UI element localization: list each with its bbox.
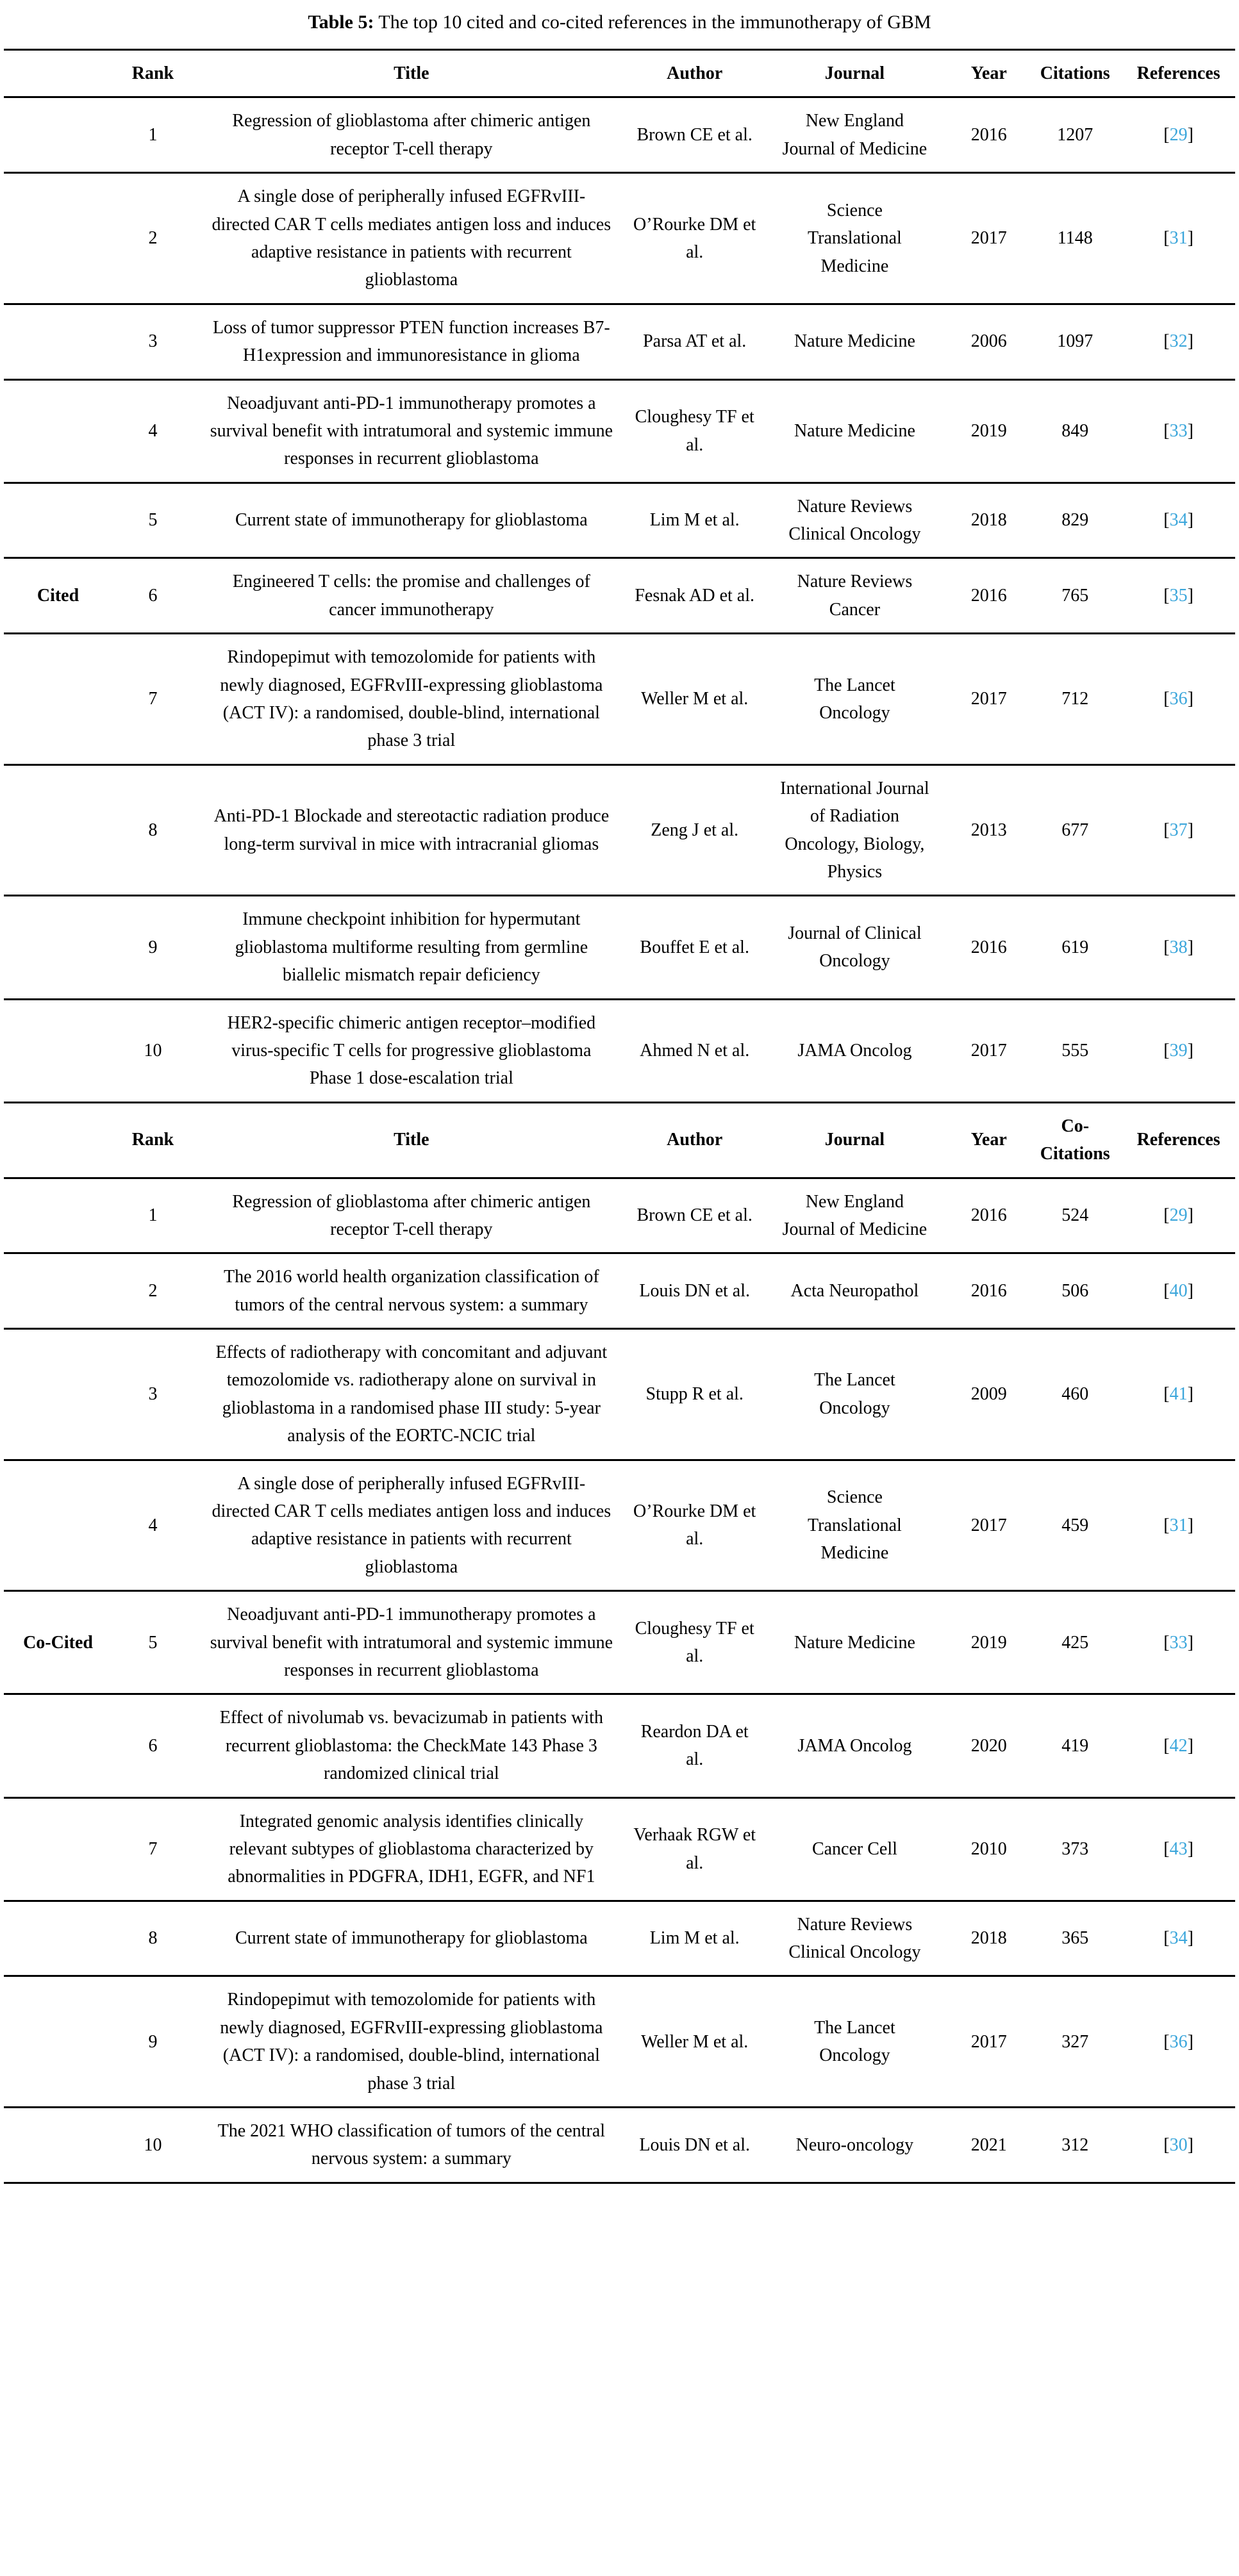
- journal-cell: Nature Medicine: [760, 304, 950, 379]
- citation-count-cell: 365: [1028, 1901, 1122, 1976]
- reference-bracket-open: [: [1163, 689, 1170, 709]
- reference-bracket-close: ]: [1187, 937, 1193, 957]
- reference-bracket-close: ]: [1187, 1928, 1193, 1949]
- group-label-cell: [4, 304, 112, 379]
- reference-link[interactable]: 32: [1169, 331, 1188, 352]
- reference-link[interactable]: 31: [1169, 228, 1188, 249]
- year-cell: 2021: [949, 2108, 1028, 2183]
- rank-cell: 5: [112, 1591, 194, 1694]
- citations-table: [4, 49, 1235, 2184]
- column-header-journal: Journal: [760, 50, 950, 97]
- rank-cell: 1: [112, 1178, 194, 1253]
- rank-cell: 1: [112, 97, 194, 173]
- reference-bracket-close: ]: [1187, 1280, 1193, 1301]
- reference-bracket-open: [: [1163, 937, 1170, 957]
- reference-cell: [1122, 1253, 1235, 1329]
- column-header-journal: Journal: [760, 1102, 950, 1178]
- rank-cell: 7: [112, 634, 194, 765]
- citation-count-cell: 555: [1028, 999, 1122, 1102]
- table-row: [4, 97, 1235, 173]
- title-cell: Anti-PD-1 Blockade and stereotactic radiation produce long-term survival in mice with intracranial gliomas: [194, 764, 629, 896]
- author-cell: Reardon DA et al.: [629, 1694, 760, 1797]
- reference-bracket-open: [: [1163, 1735, 1170, 1756]
- title-cell: Effects of radiotherapy with concomitant and adjuvant temozolomide vs. radiotherapy alone on survival in glioblastoma in a randomised phase III study: 5-year analysis of the EORTC-NCIC trial: [194, 1329, 629, 1460]
- title-cell: The 2021 WHO classification of tumors of the central nervous system: a summary: [194, 2108, 629, 2183]
- rank-cell: 10: [112, 2108, 194, 2183]
- table-row: [4, 1976, 1235, 2108]
- rank-cell: 6: [112, 558, 194, 634]
- table-caption: [0, 9, 1239, 36]
- reference-bracket-close: ]: [1187, 1735, 1193, 1756]
- reference-bracket-close: ]: [1187, 1632, 1193, 1653]
- group-label-cell: [4, 764, 112, 896]
- reference-cell: [1122, 379, 1235, 483]
- author-cell: Weller M et al.: [629, 1976, 760, 2108]
- column-header-title: Title: [194, 50, 629, 97]
- group-label-cell: [4, 896, 112, 999]
- reference-cell: [1122, 999, 1235, 1102]
- year-cell: 2013: [949, 764, 1028, 896]
- author-cell: Parsa AT et al.: [629, 304, 760, 379]
- journal-cell: Nature Reviews Cancer: [760, 558, 950, 634]
- author-cell: Stupp R et al.: [629, 1329, 760, 1460]
- reference-link[interactable]: 38: [1169, 937, 1188, 957]
- reference-link[interactable]: 41: [1169, 1384, 1188, 1405]
- reference-cell: [1122, 1901, 1235, 1976]
- journal-cell: New England Journal of Medicine: [760, 1178, 950, 1253]
- cocited-table-header: [4, 1102, 1235, 1178]
- rank-cell: 6: [112, 1694, 194, 1797]
- journal-cell: Science Translational Medicine: [760, 1460, 950, 1591]
- reference-bracket-open: [: [1163, 820, 1170, 840]
- rank-cell: 2: [112, 173, 194, 304]
- reference-bracket-open: [: [1163, 1205, 1170, 1226]
- reference-bracket-close: ]: [1187, 586, 1193, 606]
- author-cell: Brown CE et al.: [629, 1178, 760, 1253]
- reference-cell: [1122, 1694, 1235, 1797]
- author-cell: Ahmed N et al.: [629, 999, 760, 1102]
- group-label-cell: [4, 999, 112, 1102]
- reference-bracket-open: [: [1163, 1384, 1170, 1405]
- reference-cell: [1122, 304, 1235, 379]
- reference-cell: [1122, 2108, 1235, 2183]
- group-header-cell: [4, 50, 112, 97]
- reference-cell: [1122, 1797, 1235, 1901]
- group-label-cell: [4, 1329, 112, 1460]
- reference-cell: [1122, 558, 1235, 634]
- journal-cell: Cancer Cell: [760, 1797, 950, 1901]
- group-label-cell: [4, 1591, 112, 1694]
- journal-cell: Neuro-oncology: [760, 2108, 950, 2183]
- reference-bracket-open: [: [1163, 1515, 1170, 1535]
- journal-cell: Science Translational Medicine: [760, 173, 950, 304]
- author-cell: Zeng J et al.: [629, 764, 760, 896]
- table-row: [4, 558, 1235, 634]
- journal-cell: International Journal of Radiation Oncology, Biology, Physics: [760, 764, 950, 896]
- year-cell: 2009: [949, 1329, 1028, 1460]
- table-caption-text: The top 10 cited and co-cited references in the immunotherapy of GBM: [374, 12, 931, 33]
- table-row: [4, 483, 1235, 558]
- reference-cell: [1122, 1329, 1235, 1460]
- column-header-title: Title: [194, 1102, 629, 1178]
- table-row: [4, 1591, 1235, 1694]
- reference-link[interactable]: 39: [1169, 1040, 1188, 1061]
- column-header-author: Author: [629, 1102, 760, 1178]
- group-label-cell: [4, 1460, 112, 1591]
- reference-link[interactable]: 34: [1169, 510, 1188, 531]
- group-label-cell: [4, 1976, 112, 2108]
- citation-count-cell: 619: [1028, 896, 1122, 999]
- reference-bracket-open: [: [1163, 125, 1170, 145]
- group-header-cell: [4, 1102, 112, 1178]
- column-header-co-citations: Co-Citations: [1028, 1102, 1122, 1178]
- journal-cell: New England Journal of Medicine: [760, 97, 950, 173]
- reference-bracket-open: [: [1163, 228, 1170, 249]
- reference-bracket-open: [: [1163, 1838, 1170, 1859]
- author-cell: Cloughesy TF et al.: [629, 1591, 760, 1694]
- column-header-references: References: [1122, 1102, 1235, 1178]
- group-label-cell: [4, 634, 112, 765]
- column-header-references: References: [1122, 50, 1235, 97]
- reference-bracket-open: [: [1163, 1632, 1170, 1653]
- title-cell: HER2-specific chimeric antigen receptor–modified virus-specific T cells for progressive glioblastoma Phase 1 dose-escalation trial: [194, 999, 629, 1102]
- title-cell: Neoadjuvant anti-PD-1 immunotherapy promotes a survival benefit with intratumoral and systemic immune responses in recurrent glioblastoma: [194, 1591, 629, 1694]
- journal-cell: JAMA Oncolog: [760, 1694, 950, 1797]
- year-cell: 2017: [949, 999, 1028, 1102]
- table-row: [4, 1901, 1235, 1976]
- rank-cell: 4: [112, 1460, 194, 1591]
- year-cell: 2017: [949, 634, 1028, 765]
- reference-bracket-close: ]: [1187, 1384, 1193, 1405]
- rank-cell: 5: [112, 483, 194, 558]
- group-label-cell: [4, 1253, 112, 1329]
- reference-bracket-close: ]: [1187, 1205, 1193, 1226]
- author-cell: Louis DN et al.: [629, 1253, 760, 1329]
- title-cell: Current state of immunotherapy for glioblastoma: [194, 1901, 629, 1976]
- reference-link[interactable]: 33: [1169, 1632, 1188, 1653]
- group-label-cell: [4, 1901, 112, 1976]
- reference-bracket-open: [: [1163, 331, 1170, 352]
- reference-link[interactable]: 42: [1169, 1735, 1188, 1756]
- year-cell: 2016: [949, 1253, 1028, 1329]
- reference-cell: [1122, 1591, 1235, 1694]
- reference-bracket-close: ]: [1187, 820, 1193, 840]
- group-label-cell: [4, 483, 112, 558]
- title-cell: Neoadjuvant anti-PD-1 immunotherapy promotes a survival benefit with intratumoral and systemic immune responses in recurrent glioblastoma: [194, 379, 629, 483]
- reference-bracket-close: ]: [1187, 331, 1193, 352]
- reference-bracket-close: ]: [1187, 510, 1193, 531]
- group-label-cell: [4, 1797, 112, 1901]
- reference-bracket-open: [: [1163, 586, 1170, 606]
- journal-cell: Nature Reviews Clinical Oncology: [760, 1901, 950, 1976]
- cited-table-body: [4, 97, 1235, 1102]
- title-cell: A single dose of peripherally infused EGFRvIII-directed CAR T cells mediates antigen loss and induces adaptive resistance in patients with recurrent glioblastoma: [194, 173, 629, 304]
- journal-cell: The Lancet Oncology: [760, 1329, 950, 1460]
- reference-bracket-close: ]: [1187, 1838, 1193, 1859]
- author-cell: Lim M et al.: [629, 1901, 760, 1976]
- group-label-cell: [4, 97, 112, 173]
- journal-cell: Nature Reviews Clinical Oncology: [760, 483, 950, 558]
- citation-count-cell: 524: [1028, 1178, 1122, 1253]
- author-cell: O’Rourke DM et al.: [629, 1460, 760, 1591]
- reference-link[interactable]: 29: [1169, 1205, 1188, 1226]
- title-cell: Engineered T cells: the promise and challenges of cancer immunotherapy: [194, 558, 629, 634]
- table-caption-label: Table 5:: [308, 12, 374, 33]
- reference-link[interactable]: 36: [1169, 2031, 1188, 2052]
- year-cell: 2019: [949, 379, 1028, 483]
- reference-bracket-close: ]: [1187, 125, 1193, 145]
- title-cell: Immune checkpoint inhibition for hypermutant glioblastoma multiforme resulting from germline biallelic mismatch repair deficiency: [194, 896, 629, 999]
- reference-bracket-close: ]: [1187, 420, 1193, 441]
- citation-count-cell: 829: [1028, 483, 1122, 558]
- year-cell: 2017: [949, 1460, 1028, 1591]
- title-cell: Integrated genomic analysis identifies clinically relevant subtypes of glioblastoma characterized by abnormalities in PDGFRA, IDH1, EGFR, and NF1: [194, 1797, 629, 1901]
- citation-count-cell: 312: [1028, 2108, 1122, 2183]
- journal-cell: Acta Neuropathol: [760, 1253, 950, 1329]
- journal-cell: Nature Medicine: [760, 379, 950, 483]
- group-label-cell: [4, 173, 112, 304]
- title-cell: Current state of immunotherapy for glioblastoma: [194, 483, 629, 558]
- rank-cell: 10: [112, 999, 194, 1102]
- citation-count-cell: 425: [1028, 1591, 1122, 1694]
- cited-header-row: [4, 50, 1235, 97]
- reference-bracket-open: [: [1163, 420, 1170, 441]
- citation-count-cell: 419: [1028, 1694, 1122, 1797]
- reference-link[interactable]: 34: [1169, 1928, 1188, 1949]
- citation-count-cell: 460: [1028, 1329, 1122, 1460]
- rank-cell: 8: [112, 1901, 194, 1976]
- reference-cell: [1122, 1460, 1235, 1591]
- reference-link[interactable]: 29: [1169, 125, 1188, 145]
- year-cell: 2006: [949, 304, 1028, 379]
- rank-cell: 7: [112, 1797, 194, 1901]
- year-cell: 2016: [949, 1178, 1028, 1253]
- reference-cell: [1122, 764, 1235, 896]
- title-cell: A single dose of peripherally infused EGFRvIII-directed CAR T cells mediates antigen loss and induces adaptive resistance in patients with recurrent glioblastoma: [194, 1460, 629, 1591]
- group-label-cell: [4, 1178, 112, 1253]
- table-row: [4, 2108, 1235, 2183]
- reference-cell: [1122, 1976, 1235, 2108]
- citation-count-cell: 712: [1028, 634, 1122, 765]
- reference-bracket-open: [: [1163, 1040, 1170, 1061]
- author-cell: Bouffet E et al.: [629, 896, 760, 999]
- citation-count-cell: 327: [1028, 1976, 1122, 2108]
- reference-link[interactable]: 30: [1169, 2134, 1188, 2155]
- rank-cell: 4: [112, 379, 194, 483]
- title-cell: The 2016 world health organization classification of tumors of the central nervous system: a summary: [194, 1253, 629, 1329]
- citation-count-cell: 849: [1028, 379, 1122, 483]
- group-label-cell: [4, 2108, 112, 2183]
- journal-cell: Nature Medicine: [760, 1591, 950, 1694]
- reference-bracket-close: ]: [1187, 2031, 1193, 2052]
- reference-cell: [1122, 1178, 1235, 1253]
- year-cell: 2016: [949, 97, 1028, 173]
- journal-cell: JAMA Oncolog: [760, 999, 950, 1102]
- year-cell: 2016: [949, 896, 1028, 999]
- reference-link[interactable]: 40: [1169, 1280, 1188, 1301]
- reference-cell: [1122, 634, 1235, 765]
- column-header-rank: Rank: [112, 50, 194, 97]
- citation-count-cell: 373: [1028, 1797, 1122, 1901]
- reference-bracket-open: [: [1163, 1928, 1170, 1949]
- year-cell: 2019: [949, 1591, 1028, 1694]
- table-row: [4, 1694, 1235, 1797]
- reference-cell: [1122, 483, 1235, 558]
- reference-bracket-open: [: [1163, 2031, 1170, 2052]
- group-label: Cited: [37, 586, 79, 606]
- column-header-year: Year: [949, 50, 1028, 97]
- table-row: [4, 764, 1235, 896]
- citation-count-cell: 677: [1028, 764, 1122, 896]
- cocited-header-row: [4, 1102, 1235, 1178]
- journal-cell: The Lancet Oncology: [760, 1976, 950, 2108]
- author-cell: Verhaak RGW et al.: [629, 1797, 760, 1901]
- reference-bracket-close: ]: [1187, 228, 1193, 249]
- year-cell: 2010: [949, 1797, 1028, 1901]
- rank-cell: 8: [112, 764, 194, 896]
- citation-count-cell: 765: [1028, 558, 1122, 634]
- cited-table-header: [4, 50, 1235, 97]
- reference-link[interactable]: 43: [1169, 1838, 1188, 1859]
- column-header-author: Author: [629, 50, 760, 97]
- reference-bracket-open: [: [1163, 1280, 1170, 1301]
- author-cell: O’Rourke DM et al.: [629, 173, 760, 304]
- author-cell: Lim M et al.: [629, 483, 760, 558]
- reference-bracket-close: ]: [1187, 1515, 1193, 1535]
- reference-link[interactable]: 36: [1169, 689, 1188, 709]
- table-row: [4, 1329, 1235, 1460]
- group-label-cell: [4, 1694, 112, 1797]
- year-cell: 2016: [949, 558, 1028, 634]
- year-cell: 2018: [949, 483, 1028, 558]
- title-cell: Loss of tumor suppressor PTEN function increases B7-H1expression and immunoresistance in glioma: [194, 304, 629, 379]
- group-label-cell: [4, 558, 112, 634]
- author-cell: Fesnak AD et al.: [629, 558, 760, 634]
- author-cell: Weller M et al.: [629, 634, 760, 765]
- table-row: [4, 173, 1235, 304]
- table-row: [4, 999, 1235, 1102]
- reference-bracket-open: [: [1163, 510, 1170, 531]
- column-header-citations: Citations: [1028, 50, 1122, 97]
- column-header-rank: Rank: [112, 1102, 194, 1178]
- author-cell: Brown CE et al.: [629, 97, 760, 173]
- reference-bracket-open: [: [1163, 2134, 1170, 2155]
- reference-link[interactable]: 33: [1169, 420, 1188, 441]
- reference-bracket-close: ]: [1187, 1040, 1193, 1061]
- table-row: [4, 304, 1235, 379]
- column-header-year: Year: [949, 1102, 1028, 1178]
- title-cell: Regression of glioblastoma after chimeric antigen receptor T-cell therapy: [194, 1178, 629, 1253]
- title-cell: Rindopepimut with temozolomide for patients with newly diagnosed, EGFRvIII-expressing glioblastoma (ACT IV): a randomised, double-blind, international phase 3 trial: [194, 1976, 629, 2108]
- reference-link[interactable]: 31: [1169, 1515, 1188, 1535]
- journal-cell: The Lancet Oncology: [760, 634, 950, 765]
- citation-count-cell: 1207: [1028, 97, 1122, 173]
- year-cell: 2017: [949, 1976, 1028, 2108]
- cocited-table-body: [4, 1178, 1235, 2183]
- rank-cell: 2: [112, 1253, 194, 1329]
- year-cell: 2020: [949, 1694, 1028, 1797]
- reference-cell: [1122, 896, 1235, 999]
- journal-cell: Journal of Clinical Oncology: [760, 896, 950, 999]
- reference-bracket-close: ]: [1187, 2134, 1193, 2155]
- table-row: [4, 379, 1235, 483]
- citation-count-cell: 1148: [1028, 173, 1122, 304]
- table-row: [4, 634, 1235, 765]
- rank-cell: 9: [112, 1976, 194, 2108]
- rank-cell: 3: [112, 304, 194, 379]
- reference-bracket-close: ]: [1187, 689, 1193, 709]
- citation-count-cell: 459: [1028, 1460, 1122, 1591]
- author-cell: Louis DN et al.: [629, 2108, 760, 2183]
- year-cell: 2017: [949, 173, 1028, 304]
- reference-link[interactable]: 35: [1169, 586, 1188, 606]
- table-row: [4, 896, 1235, 999]
- author-cell: Cloughesy TF et al.: [629, 379, 760, 483]
- reference-cell: [1122, 97, 1235, 173]
- title-cell: Effect of nivolumab vs. bevacizumab in patients with recurrent glioblastoma: the CheckMate 143 Phase 3 randomized clinical trial: [194, 1694, 629, 1797]
- reference-cell: [1122, 173, 1235, 304]
- table-row: [4, 1253, 1235, 1329]
- citation-count-cell: 506: [1028, 1253, 1122, 1329]
- table-row: [4, 1178, 1235, 1253]
- rank-cell: 9: [112, 896, 194, 999]
- title-cell: Rindopepimut with temozolomide for patients with newly diagnosed, EGFRvIII-expressing glioblastoma (ACT IV): a randomised, double-blind, international phase 3 trial: [194, 634, 629, 765]
- table-row: [4, 1797, 1235, 1901]
- table-row: [4, 1460, 1235, 1591]
- citation-count-cell: 1097: [1028, 304, 1122, 379]
- group-label: Co-Cited: [23, 1632, 93, 1653]
- rank-cell: 3: [112, 1329, 194, 1460]
- year-cell: 2018: [949, 1901, 1028, 1976]
- title-cell: Regression of glioblastoma after chimeric antigen receptor T-cell therapy: [194, 97, 629, 173]
- reference-link[interactable]: 37: [1169, 820, 1188, 840]
- group-label-cell: [4, 379, 112, 483]
